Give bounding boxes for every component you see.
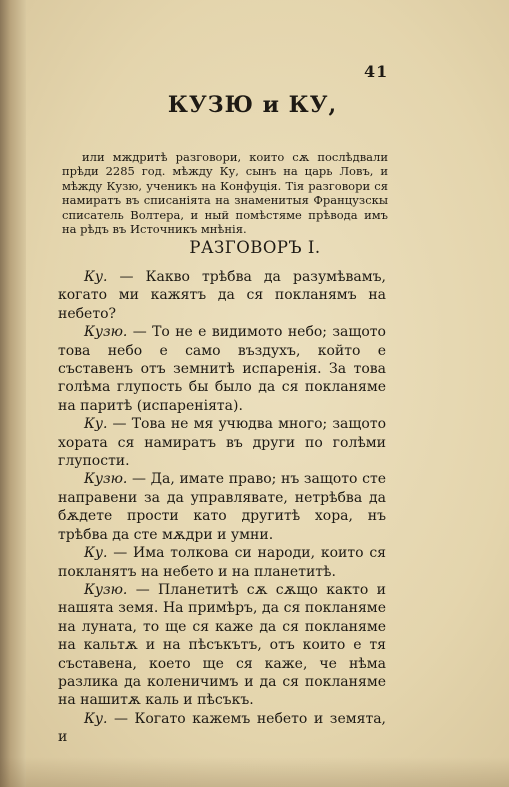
intro-paragraph: или мждритѣ разговори, които сѫ послѣдвали прѣди 2285 год. мѣжду Ку, сынъ на царь Ловъ, и мѣжду Кузю, ученикъ на Конфуція. Тія разговори ся намиратъ въ списаніята на знаменитыя Французскы списатель Волтера, и ный помѣстяме прѣвода имъ на рѣдъ въ Источникъ мнѣнія. [62,149,388,237]
dialog-text: — Когато кажемъ небето и земята, и [58,710,386,746]
dialog-paragraph [58,581,386,710]
dialog-paragraph [58,544,386,581]
dialog-paragraph [58,415,386,470]
dialog-text: — Какво трѣбва да разумѣвамъ, когато ми кажятъ да ся покланямъ на небето? [58,269,386,322]
dialog-body [58,268,386,747]
dialog-paragraph [58,268,386,323]
speaker-name: Ку. [84,545,108,562]
dialog-text: — То не е видимото небо; защото това небо е само въздухъ, който е съставенъ отъ земнитѣ испаренія. За това голѣма глупость бы было да ся покланяме на паритѣ (испареніята). [58,324,386,414]
chapter-title: КУЗЮ и КУ, [167,92,338,118]
page-gutter [0,0,26,787]
speaker-name: Ку. [84,269,108,285]
speaker-name: Ку. [84,710,108,727]
speaker-name: Кузю. [84,581,128,598]
page-shadow [0,757,509,787]
speaker-name: Ку. [84,416,108,433]
speaker-name: Кузю. [84,324,128,341]
dialog-text: — Планетитѣ сѫ сѫщо както и нашята земя. На примѣръ, да ся покланяме на луната, то ще ся каже да ся покланяме на кальтѫ и на пѣсъкътъ, отъ които е тя съставена, което ще ся каже, че нѣма разлика да коленичимъ и да ся покланяме на нашитѫ каль и пѣсъкъ. [58,581,386,709]
page-number: 41 [364,62,389,81]
dialog-text: — Да, имате право; нъ защото сте направени за да управлявате, нетрѣбва да бѫдете прости като другитѣ хора, нъ трѣбва да сте мѫдри и умни. [58,471,386,543]
dialog-paragraph [58,323,386,415]
dialog-text: — Има толкова си народи, които ся покланятъ на небето и на планетитѣ. [58,545,386,580]
section-heading: РАЗГОВОРЪ I. [189,238,321,257]
dialog-paragraph [58,470,386,544]
dialog-text: — Това не мя учюдва много; защото хората ся намиратъ въ други по голѣми глупости. [58,416,386,470]
speaker-name: Кузю. [84,471,128,488]
dialog-paragraph [58,710,386,747]
